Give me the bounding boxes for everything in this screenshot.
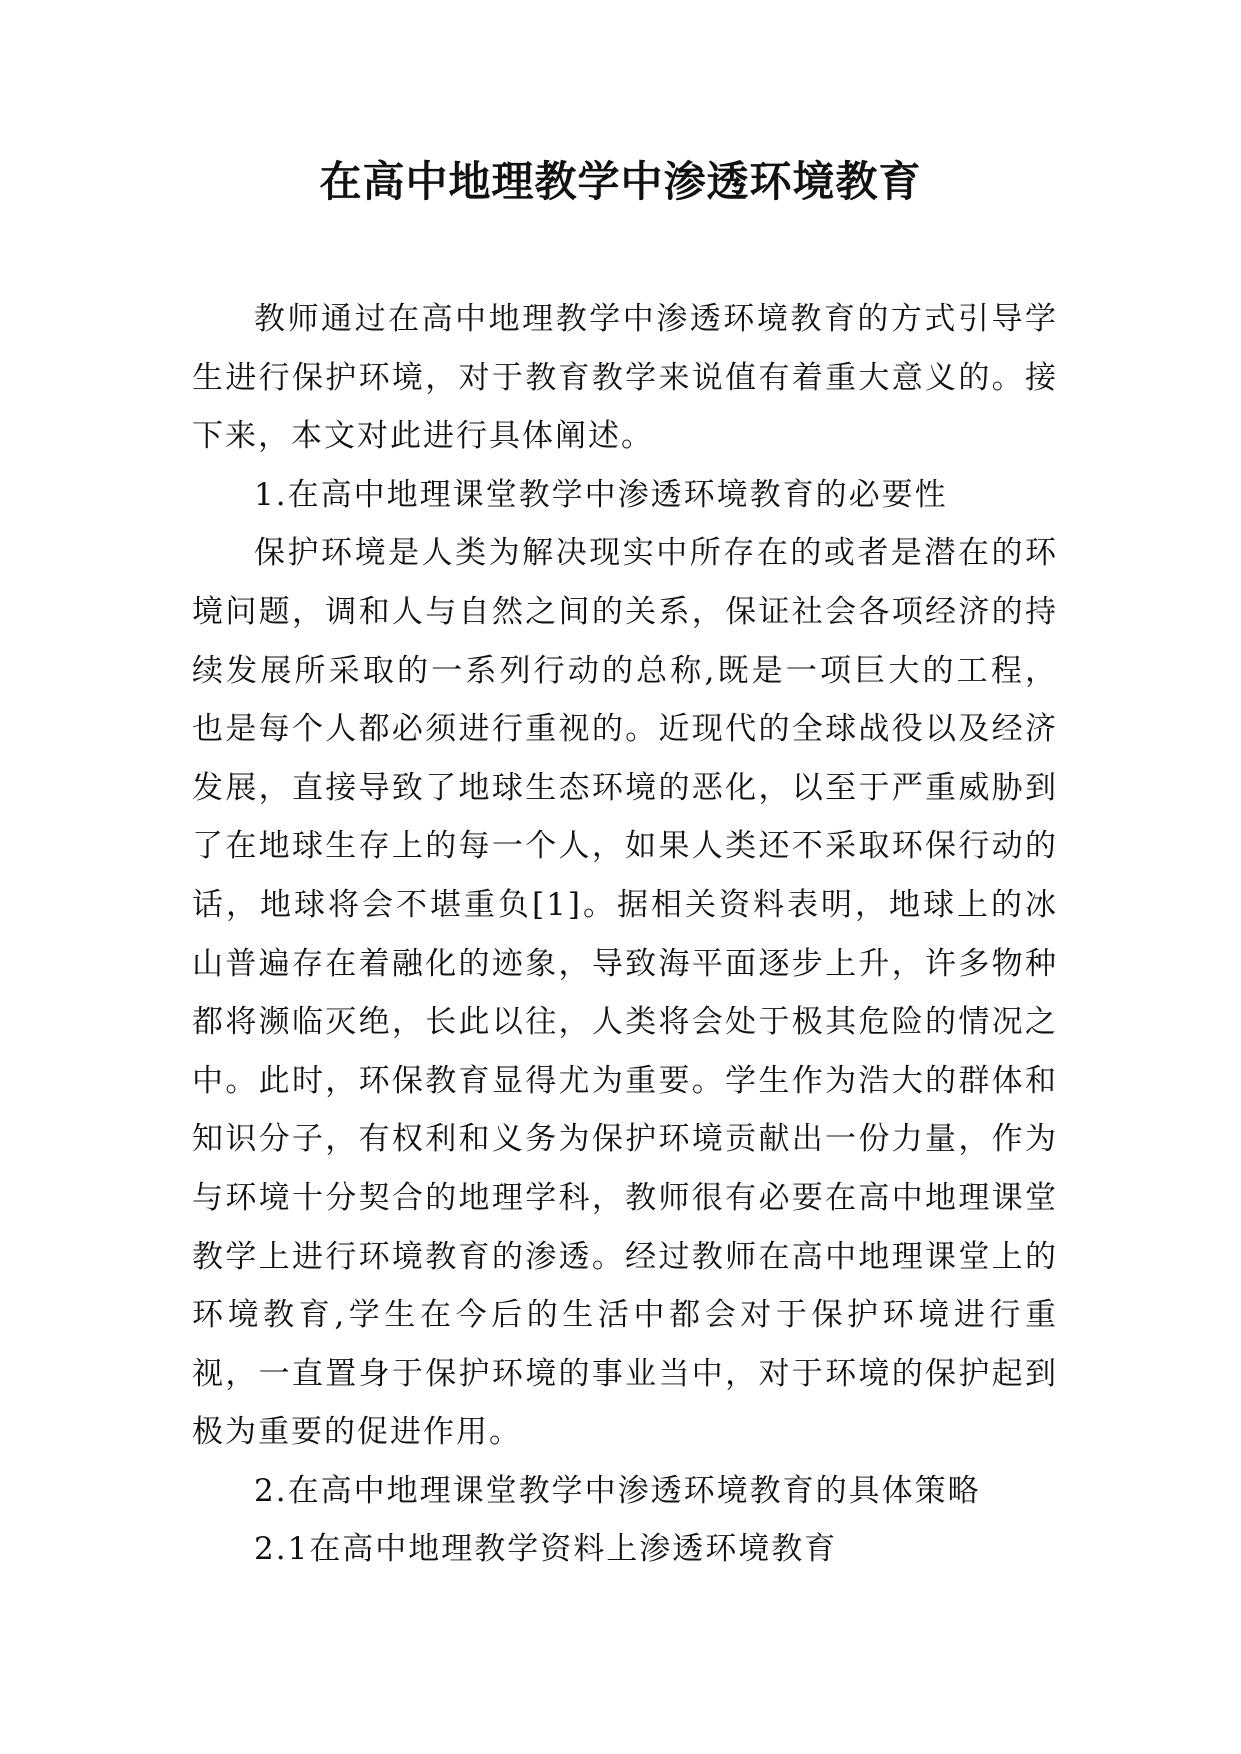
subsection-heading-2-1: 2.1在高中地理教学资料上渗透环境教育	[254, 1531, 838, 1568]
document-body	[192, 290, 1058, 1579]
body-paragraph: 保护环境是人类为解决现实中所存在的或者是潜在的环境问题，调和人与自然之间的关系，保证社会各项经济的持续发展所采取的一系列行动的总称,既是一项巨大的工程，也是每个人都必须进行重视的。近现代的全球战役以及经济发展，直接导致了地球生态环境的恶化，以至于严重威胁到了在地球生存上的每一个人，如果人类还不采取环保行动的话，地球将会不堪重负[1]。据相关资料表明，地球上的冰山普遍存在着融化的迹象，导致海平面逐步上升，许多物种都将濒临灭绝，长此以往，人类将会处于极其危险的情况之中。此时，环保教育显得尤为重要。学生作为浩大的群体和知识分子，有权利和义务为保护环境贡献出一份力量，作为与环境十分契合的地理学科，教师很有必要在高中地理课堂教学上进行环境教育的渗透。经过教师在高中地理课堂上的环境教育,学生在今后的生活中都会对于保护环境进行重视，一直置身于保护环境的事业当中，对于环境的保护起到极为重要的促进作用。	[192, 535, 1058, 1451]
section-heading-2: 2.在高中地理课堂教学中渗透环境教育的具体策略	[254, 1472, 981, 1509]
section-heading-1: 1.在高中地理课堂教学中渗透环境教育的必要性	[254, 476, 948, 513]
document-title: 在高中地理教学中渗透环境教育	[319, 157, 922, 206]
intro-paragraph: 教师通过在高中地理教学中渗透环境教育的方式引导学生进行保护环境，对于教育教学来说值有着重大意义的。接下来，本文对此进行具体阐述。	[192, 301, 1058, 455]
